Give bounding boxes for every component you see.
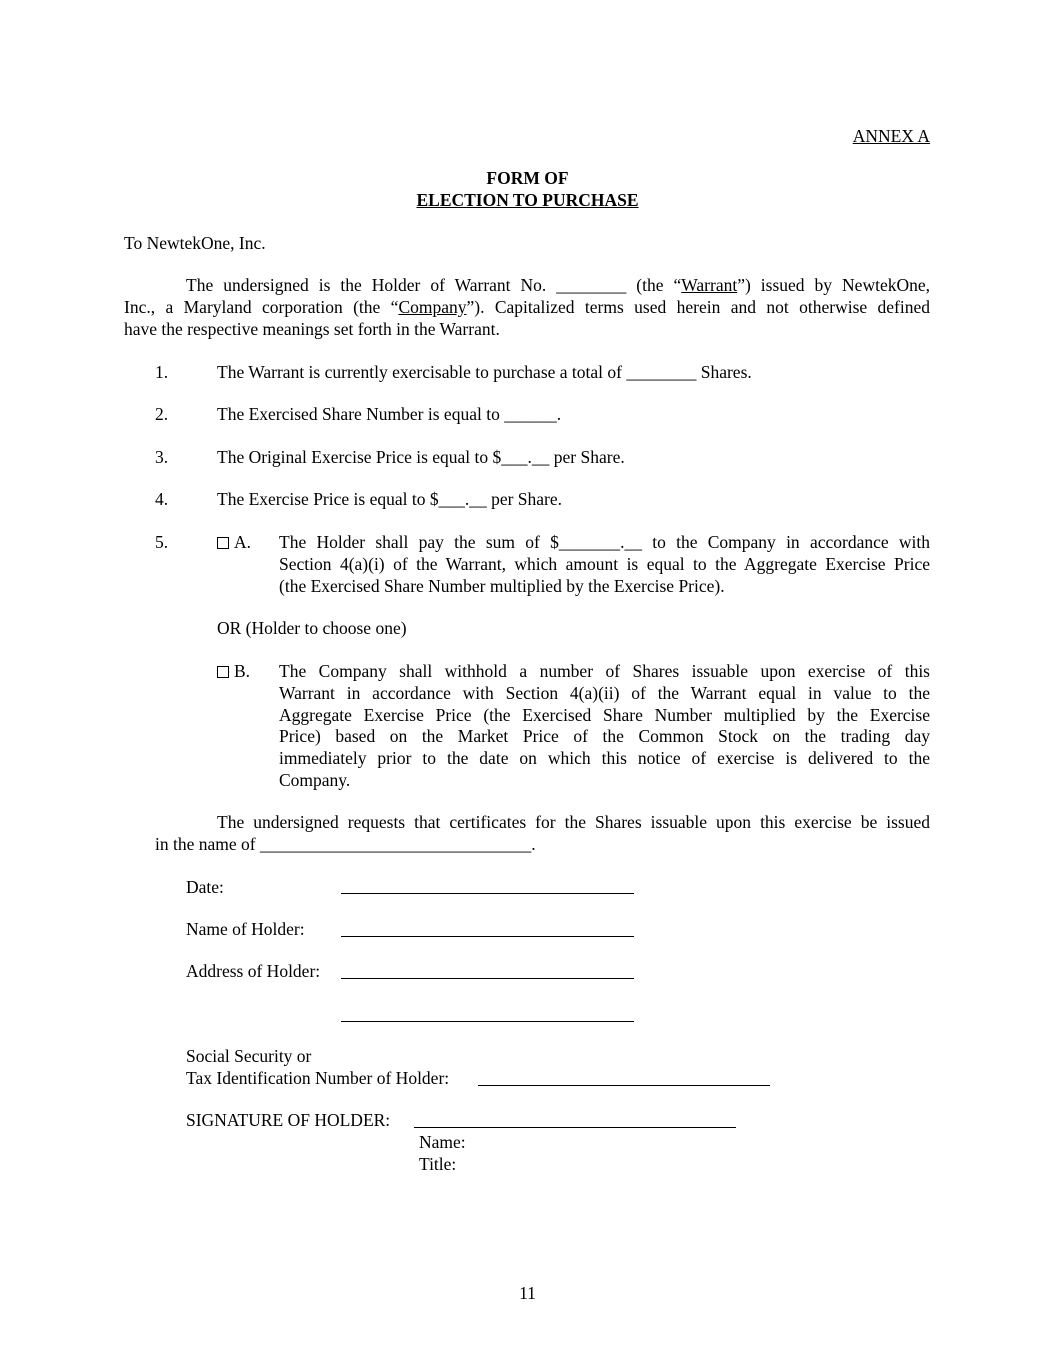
intro-line-3: have the respective meanings set forth in the Warrant. [124, 319, 500, 339]
item-text: The Original Exercise Price is equal to $___.__ per Share. [217, 447, 625, 467]
holder-address-field[interactable] [341, 978, 634, 979]
holder-address-label: Address of Holder: [186, 961, 321, 981]
option-b-line: Price) based on the Market Price of the Common Stock on the trading day [279, 726, 930, 746]
signature-label: SIGNATURE OF HOLDER: [186, 1110, 391, 1130]
option-a-line: Section 4(a)(i) of the Warrant, which amount is equal to the Aggregate Exercise Price [279, 554, 930, 574]
annex-label: ANNEX A [852, 126, 930, 146]
checkbox-icon[interactable] [217, 666, 229, 678]
holder-name-field[interactable] [341, 936, 634, 937]
option-b-line: immediately prior to the date on which this notice of exercise is delivered to the [279, 748, 930, 768]
option-b-line: Company. [279, 770, 351, 790]
item-text: The Exercised Share Number is equal to ______. [217, 404, 562, 424]
date-field[interactable] [341, 893, 634, 894]
date-label: Date: [186, 877, 224, 897]
option-a-line: The Holder shall pay the sum of $_______.__ to the Company in accordance with [279, 532, 930, 552]
intro-line-1: The undersigned is the Holder of Warrant No. ________ (the “Warrant”) issued by NewtekOne, [186, 275, 930, 295]
request-line-2[interactable]: in the name of _______________________________. [155, 834, 536, 854]
item-text: The Exercise Price is equal to $___.__ per Share. [217, 489, 563, 509]
item-number: 2. [155, 404, 169, 424]
checkbox-icon[interactable] [217, 537, 229, 549]
ssn-label-line2: Tax Identification Number of Holder: [186, 1068, 450, 1088]
signature-name-label: Name: [419, 1132, 466, 1152]
option-a-checkbox[interactable]: A. [217, 531, 251, 553]
page-number: 11 [519, 1283, 536, 1303]
holder-address-field-2[interactable] [341, 1021, 634, 1022]
option-b-checkbox[interactable]: B. [217, 660, 250, 682]
signature-title-label: Title: [419, 1154, 457, 1174]
tax-id-field[interactable] [478, 1085, 770, 1086]
ssn-label-line1: Social Security or [186, 1046, 312, 1066]
option-b-line: The Company shall withhold a number of Shares issuable upon exercise of this [279, 661, 930, 681]
item-number: 4. [155, 489, 169, 509]
option-b-line: Warrant in accordance with Section 4(a)(ii) of the Warrant equal in value to the [279, 683, 930, 703]
item-number: 3. [155, 447, 169, 467]
signature-field[interactable] [414, 1127, 736, 1128]
addressee: To NewtekOne, Inc. [124, 233, 266, 253]
request-line-1: The undersigned requests that certificates for the Shares issuable upon this exercise be issued [217, 812, 930, 832]
option-a-line: (the Exercised Share Number multiplied by the Exercise Price). [279, 576, 725, 596]
intro-line-2: Inc., a Maryland corporation (the “Company”). Capitalized terms used herein and not otherwise defined [124, 297, 930, 317]
holder-name-label: Name of Holder: [186, 919, 305, 939]
item-text: The Warrant is currently exercisable to purchase a total of ________ Shares. [217, 362, 752, 382]
form-title-line1: FORM OF [486, 168, 569, 188]
item-number: 1. [155, 362, 169, 382]
option-b-line: Aggregate Exercise Price (the Exercised Share Number multiplied by the Exercise [279, 705, 930, 725]
or-note: OR (Holder to choose one) [217, 618, 407, 638]
item-number: 5. [155, 532, 169, 552]
form-title-line2: ELECTION TO PURCHASE [416, 190, 639, 210]
